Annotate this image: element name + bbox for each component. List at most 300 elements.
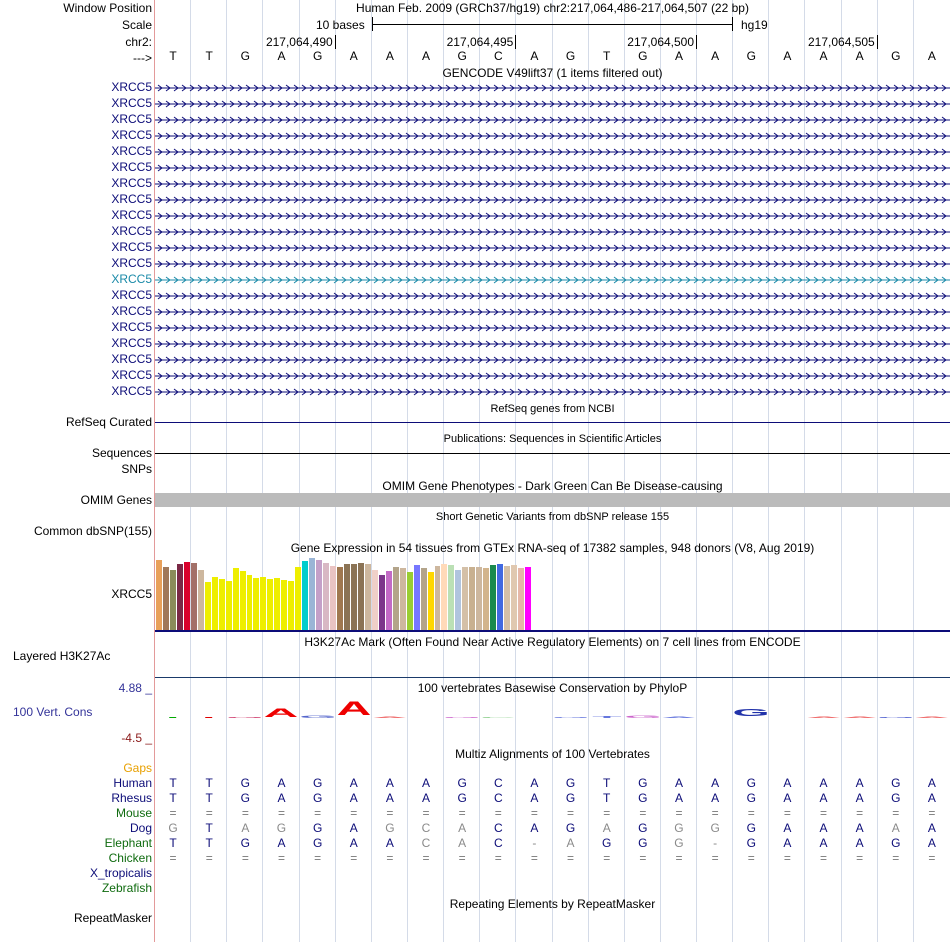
alignment-base: G — [565, 821, 576, 835]
alignment-base: = — [675, 806, 683, 820]
gtex-tissue-bar[interactable] — [379, 575, 385, 630]
conservation-logo-letter: A — [336, 699, 372, 720]
alignment-base: A — [349, 821, 358, 835]
alignment-base: A — [241, 821, 250, 835]
alignment-base: C — [493, 776, 503, 790]
base-grid-line — [443, 0, 444, 942]
conservation-logo-letter: A — [372, 717, 408, 719]
alignment-base: = — [422, 806, 430, 820]
gencode-transcript-label[interactable]: XRCC5 — [111, 272, 152, 286]
alignment-base: A — [530, 791, 539, 805]
gtex-tissue-bar[interactable] — [247, 575, 253, 630]
gtex-tissue-bar[interactable] — [414, 565, 420, 630]
alignment-base: T — [205, 776, 213, 790]
window-position-label: Window Position — [63, 1, 152, 15]
alignment-base: G — [891, 776, 901, 790]
gtex-tissue-bar[interactable] — [344, 564, 350, 630]
alignment-base: T — [169, 791, 177, 805]
repeatmasker-track-title: Repeating Elements by RepeatMasker — [449, 897, 656, 911]
alignment-base: G — [746, 821, 756, 835]
alignment-base: = — [205, 806, 213, 820]
gtex-tissue-bar[interactable] — [372, 570, 378, 630]
track-label-column — [0, 0, 154, 942]
species-label[interactable]: Dog — [129, 821, 152, 835]
gtex-tissue-bar[interactable] — [281, 580, 287, 630]
alignment-base: T — [205, 821, 213, 835]
base-grid-line — [226, 0, 227, 942]
alignment-base: G — [565, 791, 576, 805]
conservation-logo-letter: G — [551, 717, 590, 719]
gtex-tissue-bar[interactable] — [441, 564, 447, 630]
alignment-base: G — [710, 821, 720, 835]
alignment-base: A — [891, 821, 900, 835]
alignment-base: A — [855, 776, 864, 790]
alignment-base: G — [168, 821, 178, 835]
gencode-transcript-line[interactable] — [155, 130, 950, 140]
sequence-base: A — [422, 49, 431, 63]
sequence-base: C — [493, 49, 503, 63]
alignment-base: A — [422, 776, 431, 790]
gtex-tissue-bar[interactable] — [497, 564, 503, 630]
alignment-base: A — [349, 836, 358, 850]
gtex-tissue-bar[interactable] — [490, 565, 496, 630]
coordinate-tick — [696, 35, 697, 49]
gtex-tissue-bar[interactable] — [302, 561, 308, 630]
conservation-min-label: -4.5 _ — [121, 731, 152, 745]
gencode-transcript-line[interactable] — [155, 306, 950, 316]
alignment-base: = — [530, 806, 538, 820]
gencode-track-title: GENCODE V49lift37 (1 items filtered out) — [442, 66, 663, 80]
gtex-tissue-bar[interactable] — [295, 567, 301, 630]
alignment-base: A — [530, 776, 539, 790]
base-grid-line — [768, 0, 769, 942]
alignment-base: C — [493, 821, 503, 835]
sequence-base: A — [783, 49, 792, 63]
refseq-track-label[interactable]: RefSeq Curated — [65, 415, 152, 429]
gencode-transcript-line[interactable] — [155, 162, 950, 172]
gencode-transcript-line[interactable] — [155, 114, 950, 124]
h3k27ac-track-label[interactable]: Layered H3K27Ac — [13, 649, 111, 663]
alignment-base: = — [892, 806, 900, 820]
base-grid-line — [877, 0, 878, 942]
alignment-base: = — [314, 806, 322, 820]
sequences-track-label[interactable]: Sequences — [91, 446, 152, 460]
gtex-tissue-bar[interactable] — [156, 560, 162, 630]
scale-label: Scale — [121, 18, 152, 32]
gencode-transcript-label[interactable]: XRCC5 — [111, 336, 152, 350]
alignment-base: T — [205, 791, 213, 805]
alignment-base: = — [928, 806, 936, 820]
gencode-transcript-label[interactable]: XRCC5 — [111, 144, 152, 158]
alignment-base: G — [891, 791, 901, 805]
gencode-transcript-label[interactable]: XRCC5 — [111, 384, 152, 398]
alignment-base: A — [602, 821, 611, 835]
gtex-tissue-bar[interactable] — [483, 568, 489, 630]
coordinate-label: 217,064,505 — [807, 35, 875, 49]
coordinate-tick — [877, 35, 878, 49]
gtex-tissue-bar[interactable] — [219, 579, 225, 630]
conservation-logo-letter: T — [194, 717, 224, 719]
sequence-base: A — [530, 49, 539, 63]
gencode-transcript-label[interactable]: XRCC5 — [111, 208, 152, 222]
gencode-transcript-label[interactable]: XRCC5 — [111, 240, 152, 254]
gtex-tissue-bar[interactable] — [358, 563, 364, 630]
base-grid-line — [190, 0, 191, 942]
base-grid-line — [696, 0, 697, 942]
coordinate-tick — [335, 35, 336, 49]
gencode-transcript-label[interactable]: XRCC5 — [111, 224, 152, 238]
gtex-tissue-bar[interactable] — [316, 560, 322, 630]
alignment-base: A — [674, 776, 683, 790]
alignment-base: G — [602, 836, 612, 850]
sequence-base: G — [891, 49, 901, 63]
alignment-base: = — [639, 806, 647, 820]
alignment-base: G — [746, 776, 756, 790]
alignment-base: G — [457, 791, 467, 805]
base-grid-line — [660, 0, 661, 942]
species-label[interactable]: Elephant — [104, 836, 152, 850]
gtex-tissue-bar[interactable] — [393, 567, 399, 630]
gencode-transcript-line[interactable] — [155, 146, 950, 156]
conservation-logo-letter: G — [877, 717, 915, 719]
gtex-tissue-bar[interactable] — [421, 568, 427, 630]
gtex-tissue-bar[interactable] — [163, 567, 169, 630]
dbsnp-track-label[interactable]: Common dbSNP(155) — [33, 524, 152, 538]
dbsnp-track-title: Short Genetic Variants from dbSNP release 155 — [435, 511, 670, 523]
alignment-base: T — [603, 791, 611, 805]
alignment-base: G — [674, 821, 684, 835]
gencode-transcript-label[interactable]: XRCC5 — [111, 192, 152, 206]
alignment-base: = — [458, 851, 466, 865]
alignment-base: A — [819, 776, 828, 790]
alignment-base: = — [494, 806, 502, 820]
alignment-base: G — [240, 836, 250, 850]
publications-track-title: Publications: Sequences in Scientific Articles — [443, 433, 662, 445]
alignment-base: A — [530, 821, 539, 835]
coordinate-label: 217,064,490 — [265, 35, 333, 49]
gencode-transcript-label[interactable]: XRCC5 — [111, 320, 152, 334]
gtex-tissue-bar[interactable] — [170, 570, 176, 630]
alignment-base: A — [349, 776, 358, 790]
scale-bar-right-tick — [732, 17, 733, 31]
sequence-base: A — [855, 49, 864, 63]
alignment-base: - — [532, 836, 537, 850]
sequence-base: G — [746, 49, 756, 63]
sequence-base: A — [819, 49, 828, 63]
refseq-track-line — [155, 422, 950, 423]
alignment-base: = — [711, 806, 719, 820]
multiz-track-title: Multiz Alignments of 100 Vertebrates — [455, 747, 650, 761]
repeatmasker-track-label[interactable]: RepeatMasker — [73, 911, 152, 925]
gtex-tissue-bar[interactable] — [511, 565, 517, 630]
alignment-base: A — [422, 791, 431, 805]
gtex-tissue-bar[interactable] — [260, 577, 266, 630]
alignment-base: = — [169, 806, 177, 820]
gtex-tissue-bar[interactable] — [351, 564, 357, 630]
alignment-base: C — [493, 791, 503, 805]
alignment-base: = — [386, 851, 394, 865]
alignment-base: = — [675, 851, 683, 865]
alignment-base: = — [277, 851, 285, 865]
conservation-logo-letter: A — [805, 717, 841, 719]
gtex-tissue-bar[interactable] — [212, 577, 218, 630]
gencode-transcript-line[interactable] — [155, 210, 950, 220]
snps-track-label[interactable]: SNPs — [121, 462, 152, 476]
gtex-tissue-bar[interactable] — [407, 572, 413, 630]
gencode-transcript-line[interactable] — [155, 322, 950, 332]
alignment-base: = — [350, 806, 358, 820]
alignment-base: C — [421, 821, 431, 835]
alignment-base: A — [819, 836, 828, 850]
alignment-base: A — [819, 821, 828, 835]
alignment-base: G — [312, 791, 323, 805]
species-label[interactable]: Human — [113, 776, 152, 790]
alignment-base: - — [713, 836, 718, 850]
gencode-transcript-line[interactable] — [155, 290, 950, 300]
gtex-tissue-bar[interactable] — [226, 581, 232, 630]
conservation-logo-letter: A — [842, 717, 877, 719]
base-grid-line — [552, 0, 553, 942]
gencode-transcript-line[interactable] — [155, 226, 950, 236]
conservation-max-label: 4.88 _ — [118, 681, 152, 695]
gencode-transcript-line[interactable] — [155, 274, 950, 284]
scale-bar — [372, 24, 732, 25]
gtex-tissue-bar[interactable] — [518, 568, 524, 630]
alignment-base: G — [638, 836, 648, 850]
gencode-transcript-label[interactable]: XRCC5 — [111, 368, 152, 382]
chrom-label: chr2: — [125, 35, 152, 49]
gtex-tissue-bar[interactable] — [469, 567, 475, 630]
gtex-tissue-bar[interactable] — [198, 570, 204, 630]
gencode-transcript-line[interactable] — [155, 98, 950, 108]
gtex-tissue-bar[interactable] — [386, 571, 392, 630]
gtex-tissue-bar[interactable] — [448, 565, 454, 630]
alignment-base: T — [603, 776, 611, 790]
alignment-base: = — [350, 851, 358, 865]
omim-track-title: OMIM Gene Phenotypes - Dark Green Can Be Disease-causing — [382, 479, 723, 493]
gtex-tissue-bar[interactable] — [462, 567, 468, 630]
track-data-area[interactable] — [155, 0, 950, 942]
strand-label: ---> — [133, 51, 152, 65]
conservation-track-label[interactable]: 100 Vert. Cons — [13, 705, 93, 719]
alignment-base: A — [927, 791, 936, 805]
gencode-transcript-label[interactable]: XRCC5 — [111, 96, 152, 110]
conservation-logo-letter: C — [480, 717, 516, 719]
h3k27ac-track-title: H3K27Ac Mark (Often Found Near Active Regulatory Elements) on 7 cell lines from ENCODE — [304, 635, 801, 649]
alignment-base: A — [458, 821, 467, 835]
alignment-base: G — [746, 836, 756, 850]
alignment-base: = — [530, 851, 538, 865]
gencode-transcript-label[interactable]: XRCC5 — [111, 176, 152, 190]
gencode-transcript-line[interactable] — [155, 82, 950, 92]
alignment-base: = — [494, 851, 502, 865]
alignment-base: C — [493, 836, 503, 850]
alignment-base: = — [856, 851, 864, 865]
alignment-base: = — [711, 851, 719, 865]
alignment-base: G — [565, 776, 576, 790]
alignment-base: G — [457, 776, 467, 790]
coordinate-label: 217,064,500 — [627, 35, 695, 49]
alignment-base: A — [819, 791, 828, 805]
species-label[interactable]: Mouse — [115, 806, 152, 820]
gtex-tissue-bar[interactable] — [274, 578, 280, 630]
base-grid-line — [804, 0, 805, 942]
sequence-base: A — [385, 49, 394, 63]
species-label[interactable]: Chicken — [108, 851, 152, 865]
alignment-base: G — [638, 776, 648, 790]
alignment-base: G — [312, 836, 323, 850]
alignment-base: A — [385, 836, 394, 850]
alignment-base: A — [783, 821, 792, 835]
gtex-tissue-bar[interactable] — [267, 579, 273, 630]
alignment-base: A — [855, 821, 864, 835]
alignment-base: G — [240, 791, 250, 805]
gencode-transcript-label[interactable]: XRCC5 — [111, 256, 152, 270]
alignment-base: = — [820, 851, 828, 865]
refseq-track-title: RefSeq genes from NCBI — [490, 403, 615, 415]
gtex-tissue-bar[interactable] — [240, 571, 246, 630]
gtex-track-title: Gene Expression in 54 tissues from GTEx RNA-seq of 17382 samples, 948 donors (V8, Aug 2019) — [290, 541, 815, 555]
gencode-transcript-label[interactable]: XRCC5 — [111, 128, 152, 142]
base-grid-line — [407, 0, 408, 942]
conservation-logo-letter: A — [264, 706, 299, 720]
base-grid-line — [299, 0, 300, 942]
gtex-tissue-bar[interactable] — [428, 572, 434, 630]
alignment-base: = — [205, 851, 213, 865]
sequence-base: T — [205, 49, 213, 63]
publications-track-line — [155, 453, 950, 454]
alignment-base: A — [711, 791, 720, 805]
conservation-logo-letter: G — [624, 714, 662, 719]
sequence-base: T — [169, 49, 177, 63]
species-label[interactable]: X_tropicalis — [89, 866, 152, 880]
base-grid-line — [479, 0, 480, 942]
conservation-track-title: 100 vertebrates Basewise Conservation by PhyloP — [417, 681, 688, 695]
alignment-base: G — [385, 821, 395, 835]
gaps-label: Gaps — [123, 761, 152, 775]
gtex-tissue-bar[interactable] — [253, 578, 259, 630]
alignment-base: A — [277, 791, 286, 805]
alignment-base: C — [421, 836, 431, 850]
alignment-base: = — [567, 806, 575, 820]
alignment-base: = — [386, 806, 394, 820]
scale-bases-text: 10 bases — [316, 18, 365, 32]
gencode-transcript-label[interactable]: XRCC5 — [111, 304, 152, 318]
gtex-gene-label[interactable]: XRCC5 — [111, 587, 152, 601]
gencode-transcript-label[interactable]: XRCC5 — [111, 352, 152, 366]
gtex-tissue-bar[interactable] — [288, 581, 294, 630]
gtex-tissue-bar[interactable] — [455, 570, 461, 630]
alignment-base: A — [783, 791, 792, 805]
alignment-base: = — [277, 806, 285, 820]
conservation-logo-letter: A — [661, 717, 697, 719]
omim-gene-bar[interactable] — [155, 493, 950, 507]
alignment-base: A — [566, 836, 575, 850]
gtex-tissue-bar[interactable] — [525, 567, 531, 630]
gencode-transcript-label[interactable]: XRCC5 — [111, 160, 152, 174]
omim-track-label[interactable]: OMIM Genes — [80, 493, 152, 507]
gencode-transcript-line[interactable] — [155, 194, 950, 204]
gencode-transcript-label[interactable]: XRCC5 — [111, 112, 152, 126]
gencode-transcript-line[interactable] — [155, 178, 950, 188]
alignment-base: = — [458, 806, 466, 820]
base-grid-line — [335, 0, 336, 942]
alignment-base: A — [783, 776, 792, 790]
gtex-tissue-bar[interactable] — [184, 562, 190, 630]
gtex-tissue-bar[interactable] — [400, 568, 406, 630]
gtex-tissue-bar[interactable] — [323, 563, 329, 630]
alignment-base: G — [674, 836, 684, 850]
species-label[interactable]: Rhesus — [111, 791, 152, 805]
gencode-transcript-line[interactable] — [155, 386, 950, 396]
conservation-logo-letter: G — [443, 717, 481, 719]
alignment-base: = — [783, 851, 791, 865]
gencode-transcript-label[interactable]: XRCC5 — [111, 80, 152, 94]
gencode-transcript-line[interactable] — [155, 258, 950, 268]
gtex-tissue-bar[interactable] — [191, 563, 197, 630]
base-grid-line — [371, 0, 372, 942]
alignment-base: A — [277, 836, 286, 850]
alignment-base: = — [603, 806, 611, 820]
sequence-base: G — [565, 49, 576, 63]
alignment-base: A — [385, 776, 394, 790]
gencode-transcript-line[interactable] — [155, 338, 950, 348]
alignment-base: = — [422, 851, 430, 865]
sequence-base: A — [674, 49, 683, 63]
gtex-tissue-bar[interactable] — [365, 564, 371, 630]
alignment-base: A — [927, 821, 936, 835]
alignment-base: A — [349, 791, 358, 805]
alignment-base: = — [747, 806, 755, 820]
gtex-tissue-bar[interactable] — [435, 566, 441, 630]
sequence-base: G — [312, 49, 323, 63]
alignment-base: = — [314, 851, 322, 865]
alignment-base: = — [928, 851, 936, 865]
gtex-tissue-bar[interactable] — [504, 566, 510, 630]
base-grid-line — [732, 0, 733, 942]
alignment-base: = — [241, 806, 249, 820]
species-label[interactable]: Zebrafish — [101, 881, 152, 895]
gtex-tissue-bar[interactable] — [330, 566, 336, 630]
sequence-base: A — [927, 49, 936, 63]
alignment-base: G — [638, 791, 648, 805]
gencode-transcript-line[interactable] — [155, 354, 950, 364]
gencode-transcript-line[interactable] — [155, 242, 950, 252]
gtex-tissue-bar[interactable] — [337, 567, 343, 630]
gtex-tissue-bar[interactable] — [233, 568, 239, 630]
gtex-tissue-bar[interactable] — [205, 582, 211, 630]
h3k27ac-track-line — [155, 677, 950, 678]
alignment-base: T — [169, 836, 177, 850]
sequence-base: A — [277, 49, 286, 63]
coordinate-tick — [515, 35, 516, 49]
gencode-transcript-line[interactable] — [155, 370, 950, 380]
gencode-transcript-label[interactable]: XRCC5 — [111, 288, 152, 302]
gtex-tissue-bar[interactable] — [177, 564, 183, 630]
alignment-base: = — [747, 851, 755, 865]
coordinate-label: 217,064,495 — [446, 35, 514, 49]
alignment-base: = — [567, 851, 575, 865]
gtex-tissue-bar[interactable] — [476, 567, 482, 630]
sequence-base: G — [457, 49, 467, 63]
base-grid-line — [262, 0, 263, 942]
sequence-base: A — [349, 49, 358, 63]
conservation-logo-letter: G — [732, 708, 770, 719]
alignment-base: A — [855, 791, 864, 805]
alignment-base: A — [927, 776, 936, 790]
alignment-base: G — [891, 836, 901, 850]
gtex-tissue-bar[interactable] — [309, 558, 315, 630]
